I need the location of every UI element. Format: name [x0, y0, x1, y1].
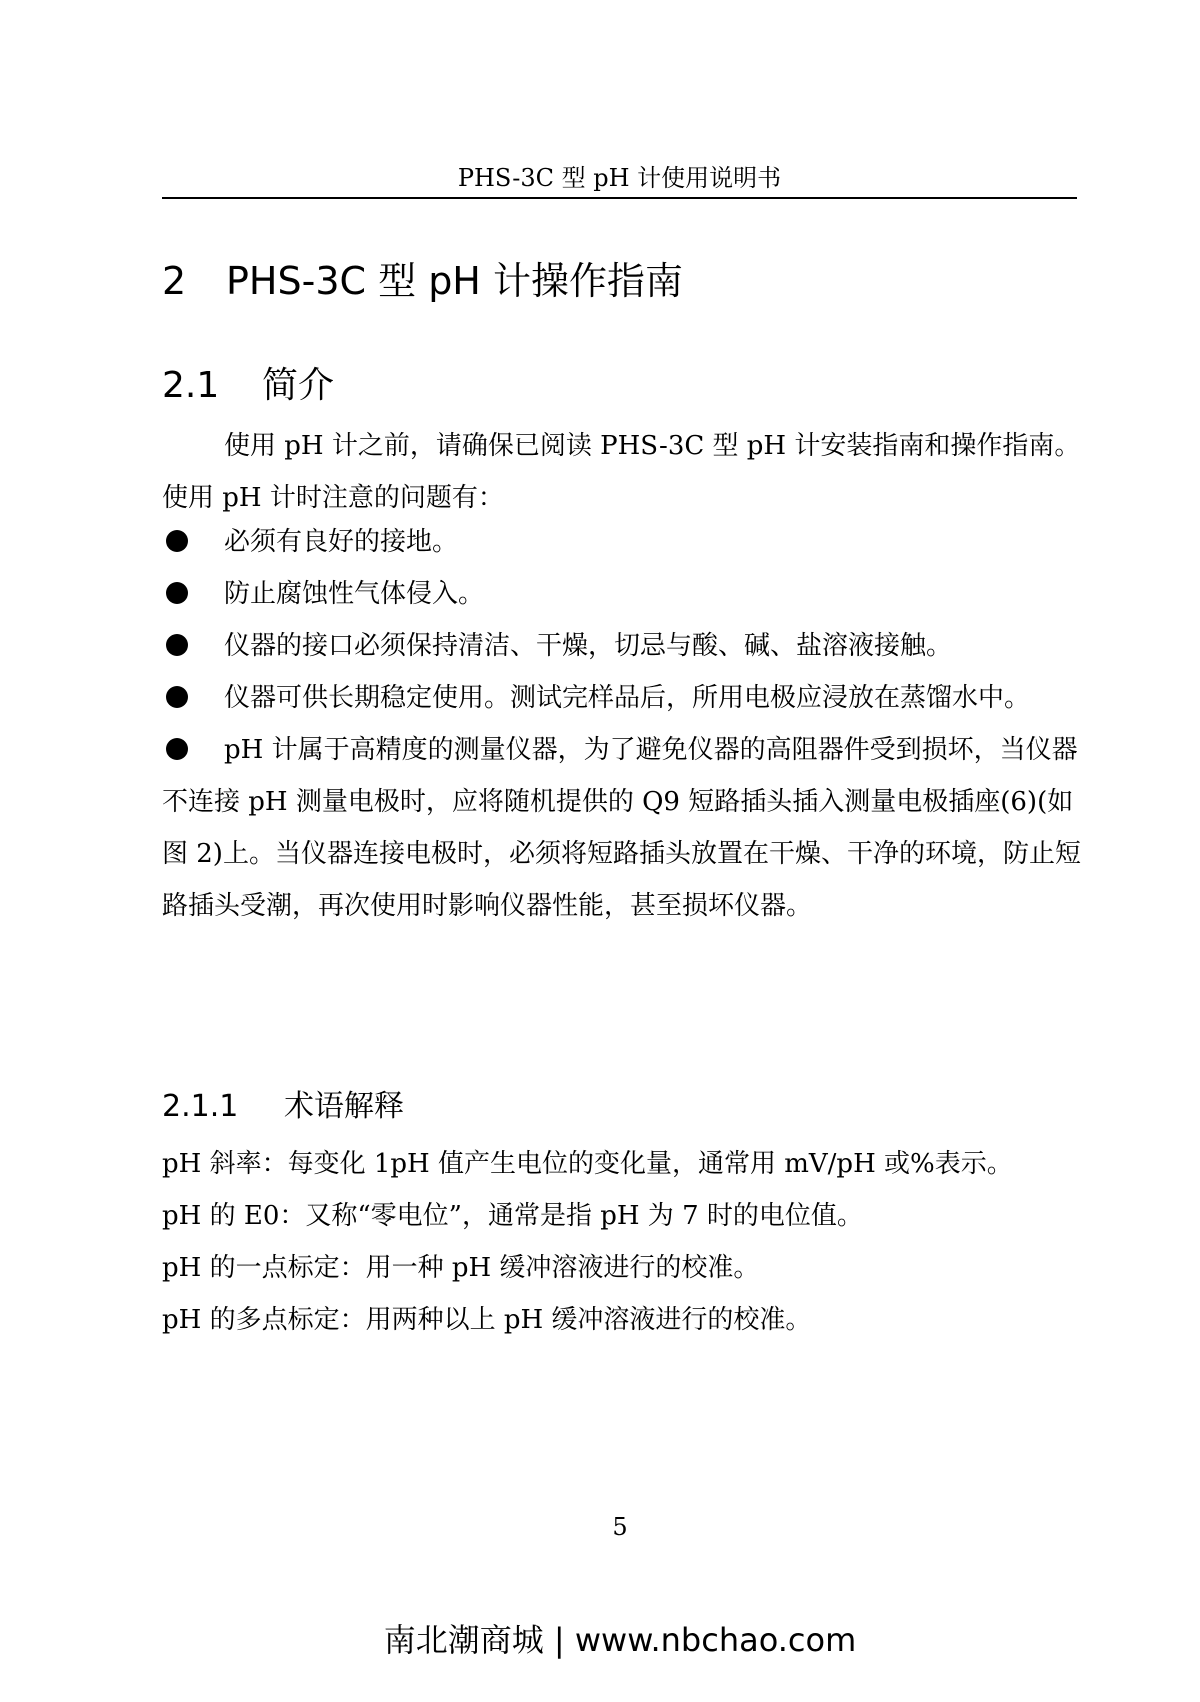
list-item: [162, 516, 1082, 568]
list-item: [162, 620, 1082, 672]
subsection-heading: [162, 1088, 404, 1126]
list-item: [162, 724, 1082, 932]
chapter-title: PHS-3C 型 pH 计操作指南: [226, 259, 683, 303]
term-item: pH 斜率：每变化 1pH 值产生电位的变化量，通常用 mV/pH 或%表示。: [162, 1149, 1013, 1179]
term-item: pH 的一点标定：用一种 pH 缓冲溶液进行的校准。: [162, 1253, 760, 1283]
terms-list: [162, 1138, 1102, 1346]
header-rule: [162, 197, 1077, 199]
chapter-number: 2: [162, 259, 187, 303]
term-item: pH 的 E0：又称“零电位”，通常是指 pH 为 7 时的电位值。: [162, 1201, 863, 1231]
bullet-icon: [166, 582, 188, 604]
list-item-text: 防止腐蚀性气体侵入。: [224, 579, 485, 609]
subsection-title: 术语解释: [284, 1089, 404, 1124]
list-item-text: 必须有良好的接地。: [224, 527, 459, 557]
list-item: [162, 568, 1082, 620]
subsection-number: 2.1.1: [162, 1089, 239, 1124]
bullet-icon: [166, 738, 188, 760]
term-item: pH 的多点标定：用两种以上 pH 缓冲溶液进行的校准。: [162, 1305, 812, 1335]
precautions-list: [162, 516, 1082, 932]
bullet-icon: [166, 634, 188, 656]
bullet-icon: [166, 686, 188, 708]
list-item-text: 仪器的接口必须保持清洁、干燥，切忌与酸、碱、盐溶液接触。: [224, 631, 953, 661]
intro-paragraph: 使用 pH 计之前，请确保已阅读 PHS-3C 型 pH 计安装指南和操作指南。使用 pH 计时注意的问题有：: [162, 431, 1081, 513]
running-header: PHS-3C 型 pH 计使用说明书: [457, 164, 782, 192]
bullet-icon: [166, 530, 188, 552]
list-item-text: 仪器可供长期稳定使用。测试完样品后，所用电极应浸放在蒸馏水中。: [224, 683, 1031, 713]
section-title: 简介: [262, 365, 335, 406]
site-watermark: 南北潮商城 | www.nbchao.com: [383, 1621, 857, 1659]
chapter-heading: [162, 258, 683, 304]
list-item: [162, 672, 1082, 724]
section-number: 2.1: [162, 365, 220, 406]
section-heading: [162, 364, 334, 408]
page-number: 5: [612, 1513, 628, 1541]
list-item-text: pH 计属于高精度的测量仪器，为了避免仪器的高阻器件受到损坏，当仪器不连接 pH 测量电极时，应将随机提供的 Q9 短路插头插入测量电极插座(6)(如图 2)上。当仪器连接电极时，必须将短路插头放置在干燥、干净的环境，防止短路插头受潮，再次使用时影响仪器性能，甚至损坏仪器。: [162, 735, 1081, 921]
